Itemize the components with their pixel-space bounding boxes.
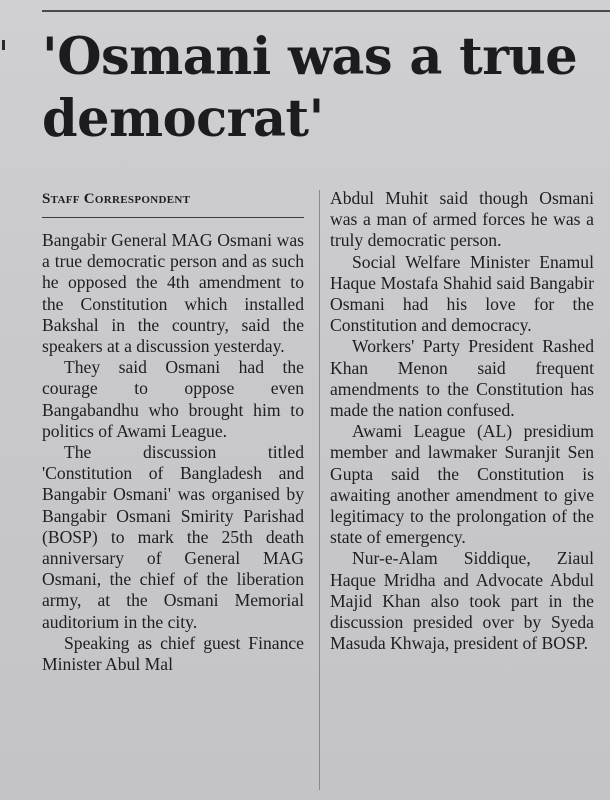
paragraph: Awami League (AL) presidium member and lawmaker Suranjit Sen Gupta said the Constitution is awaiting another amendment to give legitimacy to the prolongation of the state of emergency. bbox=[330, 421, 594, 548]
byline: Staff Correspondent bbox=[42, 191, 191, 207]
paragraph: Social Welfare Minister Enamul Haque Mostafa Shahid said Bangabir Osmani had his love for the Constitution and democracy. bbox=[330, 251, 594, 336]
right-column bbox=[330, 188, 594, 654]
paragraph: Abdul Muhit said though Osmani was a man of armed forces he was a truly democratic person. bbox=[330, 188, 594, 251]
paragraph: Speaking as chief guest Finance Minister Abul Mal bbox=[42, 632, 304, 675]
left-column bbox=[42, 230, 304, 675]
paragraph: Nur-e-Alam Siddique, Ziaul Haque Mridha and Advocate Abdul Majid Khan also took part in the discussion presided over by Syeda Masuda Khwaja, president of BOSP. bbox=[330, 548, 594, 654]
paragraph: Workers' Party President Rashed Khan Menon said frequent amendments to the Constitution has made the nation confused. bbox=[330, 336, 594, 421]
margin-mark bbox=[2, 40, 5, 50]
top-rule bbox=[42, 10, 610, 12]
paragraph: The discussion titled 'Constitution of Bangladesh and Bangabir Osmani' was organised by Bangabir Osmani Smirity Parishad (BOSP) to mark the 25th death anniversary of General MAG Osmani, the chief of the liberation army, at the Osmani Memorial auditorium in the city. bbox=[42, 442, 304, 632]
byline-rule bbox=[42, 217, 304, 218]
paragraph: Bangabir General MAG Osmani was a true democratic person and as such he opposed the 4th amendment to the Constitution which installed Bakshal in the country, said the speakers at a discussion yesterday. bbox=[42, 230, 304, 357]
paragraph: They said Osmani had the courage to oppose even Bangabandhu who brought him to politics of Awami League. bbox=[42, 357, 304, 441]
column-divider bbox=[319, 190, 320, 790]
headline: 'Osmani was a true democrat' bbox=[42, 27, 578, 149]
